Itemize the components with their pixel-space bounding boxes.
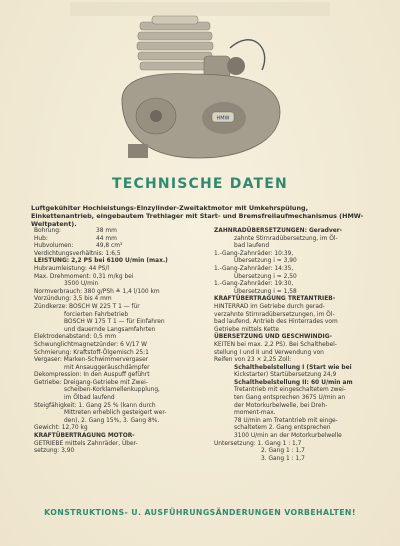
spec-tretantrieb-cont: Getriebe mittels Kette [214,326,280,333]
spec-zahnrad-cont: bad laufend [234,243,270,250]
spec-uebersetzung-cont: Reifen von 23 × 2,25 Zoll: [214,357,292,364]
intro-paragraph: Luftgekühlter Hochleistungs-Einzylinder-Zweitaktmotor mit Umkehrspülung, Einkettenantrieb, eingebautem Trethlager mit Start- und Bremsfreilaufmechanismus (HMW-Weltpatent). [31,204,364,228]
spec-leistung: LEISTUNG: 2,2 PS bei 6100 U/min (max.) [34,258,168,265]
spec-gang-2: 1.-Gang-Zahnräder: 14:35, [214,265,294,272]
spec-vergaser-cont: mit Ansauggeräuschdämpfer [64,364,150,371]
right-column [214,228,380,463]
spec-schalthebel-2: Schalthebelstellung II: 60 U/min am [234,379,353,386]
spec-gang-1-cont: Übersetzung i = 3,90 [234,258,297,265]
spec-zuendkerze-cont: BOSCH W 175 T 1 — für Einfahren [64,319,165,326]
spec-steigfaehigkeit-cont: Mittreten erheblich gesteigert wer- [64,410,167,417]
engine-badge: HMW [216,115,230,122]
spec-bohrung: Bohrung: 38 mm [34,228,117,234]
spec-uebersetzung-cont: stellung I und II und Verwendung von [214,349,324,356]
spec-schalthebel-2-cont: ten Gang entsprechen 3675 U/min an [234,395,346,402]
spec-untersetzung-cont: 2. Gang 1 : 1,7 [261,448,305,455]
spec-dekompression: Dekompression: In den Auspuff geführt [34,372,150,379]
engine-illustration [112,8,288,166]
spec-untersetzung-cont: 3. Gang 1 : 1,7 [261,455,305,462]
spec-hub: Hub: 44 mm [34,235,117,242]
spec-uebersetzung-cont: KEITEN bei max. 2,2 PS). Bei Schalthebel- [214,341,337,348]
spec-zahnrad: ZAHNRADÜBERSETZUNGEN: Geradver- [214,228,343,234]
left-column [34,228,202,456]
spec-normverbrauch: Normverbrauch: 380 g/PSh ≙ 1,4 l/100 km [34,288,160,295]
spec-kraftuebertragung: KRAFTÜBERTRAGUNG MOTOR- [34,433,135,440]
spec-schalthebel-2-cont: Tretantrieb mit eingeschaltetem zwei- [234,387,346,394]
spec-schalthebel-2-cont: der Motorkurbelwelle, bei Dreh- [234,402,328,409]
spec-tretantrieb: KRAFTÜBERTRAGUNG TRETANTRIEB- [214,296,336,303]
spec-verdichtung: Verdichtungsverhältnis: 1:6,5 [34,250,121,257]
spec-zuendkerze: Zündkerze: BOSCH W 225 T 1 — für [34,303,140,310]
spec-schalthebel-2-cont: 3100 U/min an der Motorkurbelwelle [234,433,342,440]
spec-steigfaehigkeit-cont: den), 2. Gang 15%, 3. Gang 8%. [64,417,160,424]
spec-vergaser: Vergaser: Marken-Schwimmervergaser [34,357,149,364]
spec-schalthebel-2-cont: schaltetem 2. Gang entsprechen [234,425,331,432]
spec-tretantrieb-cont: bad laufend, Antrieb des Hinterrades vom [214,319,338,326]
spec-schalthebel-2-cont: moment-max. [234,410,276,417]
footer-disclaimer: KONSTRUKTIONS- U. AUSFÜHRUNGSÄNDERUNGEN VORBEHALTEN! [44,508,356,517]
spec-gang-3: 1.-Gang-Zahnräder: 19:30, [214,281,294,288]
page-title: TECHNISCHE DATEN [112,176,288,192]
spec-tretantrieb-cont: HINTERRAD im Getriebe durch gerad- [214,303,325,310]
spec-tretantrieb-cont: verzahnte Stirnradübersetzungen, im Öl- [214,311,335,318]
spec-gang-3-cont: Übersetzung i = 1,58 [234,288,297,295]
spec-vorzuendung: Vorzündung: 3,5 bis 4 mm [34,296,112,303]
spec-kraftuebertragung-cont: setzung: 3,90 [34,448,75,455]
spec-gang-1: 1.-Gang-Zahnräder: 10:39, [214,250,294,257]
spec-getriebe-cont: scheiben-Korklamellenkupplung, [64,387,160,394]
spec-zuendkerze-cont: forcierten Fahrbetrieb [64,311,129,318]
spec-schwunglicht: Schwunglichtmagnetzünder: 6 V/17 W [34,341,147,348]
spec-untersetzung: Untersetzung: 1. Gang 1 : 1,7 [214,440,302,447]
spec-schalthebel-1-cont: Kickstarter) Startübersetzung 24,9 [234,372,337,379]
spec-hubvolumen: Hubvolumen: 49,8 cm³ [34,243,123,250]
spec-getriebe: Getriebe: Dreigang-Getriebe mit Zwei- [34,379,148,386]
spec-drehmoment-cont: 3500 U/min [64,281,99,288]
spec-zuendkerze-cont: und dauernde Langsamfahrten [64,326,156,333]
spec-gewicht: Gewicht: 12,70 kg [34,425,88,432]
spec-zahnrad-cont: zahnte Stirnradübersetzung, im Öl- [234,235,338,242]
spec-uebersetzung: ÜBERSETZUNG UND GESCHWINDIG- [214,334,332,341]
spec-kraftuebertragung-cont: GETRIEBE mittels Zahnräder, Über- [34,440,138,447]
spec-steigfaehigkeit: Steigfähigkeit: 1. Gang 25 % (kann durch [34,402,156,409]
spec-getriebe-cont: im Ölbad laufend [64,395,115,402]
spec-schalthebel-1: Schalthebelstellung I (Start wie bei [234,364,352,371]
spec-drehmoment: Max. Drehmoment: 0,31 m/kg bei [34,273,134,280]
spec-schmierung: Schmierung: Kraftstoff-Ölgemisch 25:1 [34,349,149,356]
spec-elektrodenabstand: Elektrodenabstand: 0,5 mm [34,334,117,341]
spec-hubraumleistung: Hubraumleistung: 44 PS/l [34,265,110,272]
spec-schalthebel-2-cont: 78 U/min am Tretantrieb mit einge- [234,417,338,424]
spec-gang-2-cont: Übersetzung i = 2,50 [234,273,297,280]
